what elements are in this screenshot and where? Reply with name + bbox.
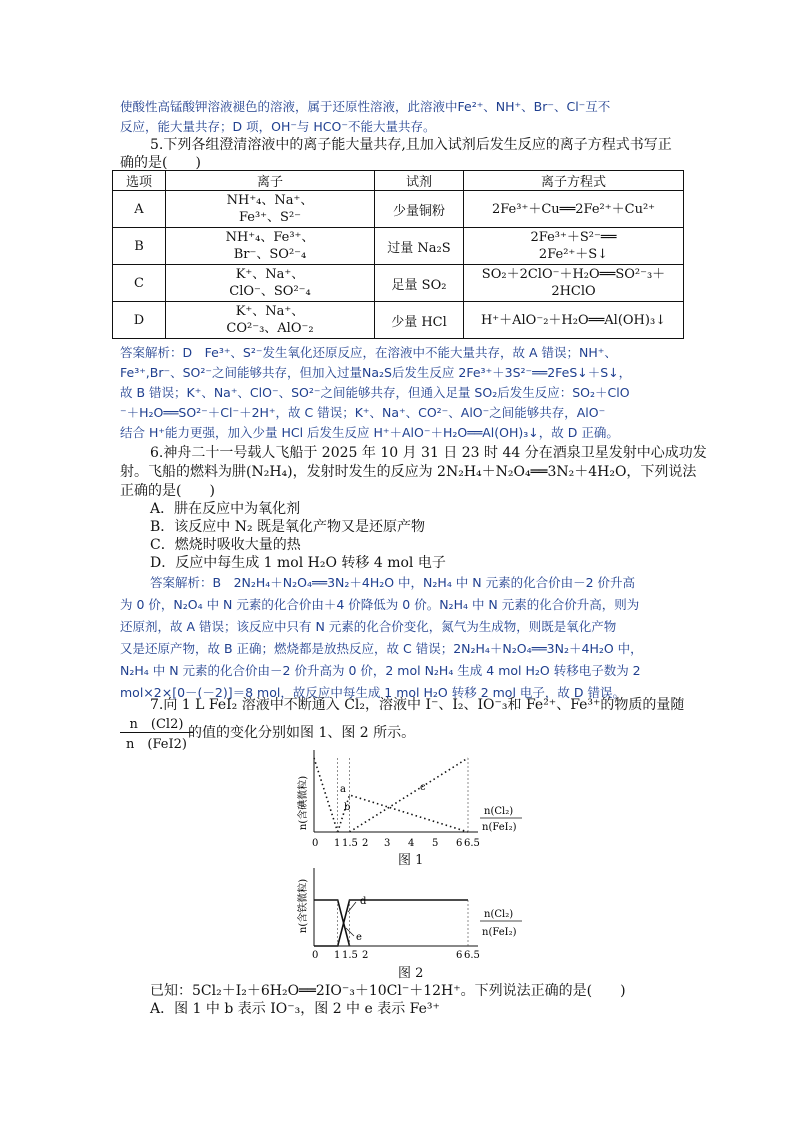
series-line-a <box>314 758 338 832</box>
x-tick: 1.5 <box>342 838 358 849</box>
x-tick: 2 <box>362 950 369 960</box>
figure1-series-group <box>314 758 468 832</box>
figure2-caption: 图 2 <box>398 966 424 981</box>
row-reagent: 过量 Na₂S <box>375 228 464 265</box>
answer5-line2: Fe³⁺,Br⁻、SO²⁻之间能够共存，但加入过量Na₂S后发生反应 2Fe³⁺＋3S²⁻══2FeS↓＋S↓， <box>120 365 632 380</box>
fraction-numerator: n (Cl2) <box>120 713 193 733</box>
answer6-line4: 又是还原产物，故 B 正确；燃烧都是放热反应，故 C 错误；2N₂H₄＋N₂O₄══3N₂＋4H₂O 中， <box>120 641 643 656</box>
equation-line: 2HClO <box>551 284 596 299</box>
question7-text: 7.向 1 L FeI₂ 溶液中不断通入 Cl₂，溶液中 I⁻、I₂、IO⁻₃和 Fe²⁺、Fe³⁺的物质的量随 <box>150 697 685 713</box>
answer-continuation-line1: 使酸性高锰酸钾溶液褪色的溶液，属于还原性溶液，此溶液中Fe²⁺、NH⁺、Br⁻、Cl⁻互不 <box>120 99 611 114</box>
ions-line: ClO⁻、SO²⁻₄ <box>229 284 311 299</box>
series-label-b: b <box>344 802 351 813</box>
row-ions <box>166 191 375 228</box>
series-label-d: d <box>360 896 367 907</box>
x-tick: 6 <box>456 838 463 849</box>
series-label-c: c <box>420 782 426 793</box>
question7-known: 已知：5Cl₂＋I₂＋6H₂O══2IO⁻₃＋10Cl⁻＋12H⁺。下列说法正确的是( ) <box>150 983 626 999</box>
header-reagent: 试剂 <box>375 171 464 191</box>
answer6-line6: mol×2×[0－(－2)]＝8 mol，故反应中每生成 1 mol H₂O 转移 2 mol 电子，故 D 错误。 <box>120 685 625 700</box>
ratio-fraction <box>120 713 193 752</box>
row-reagent: 足量 SO₂ <box>375 265 464 302</box>
question6-option-b: B．该反应中 N₂ 既是氧化产物又是还原产物 <box>150 519 426 535</box>
row-option: A <box>113 191 166 228</box>
figure2-series-group <box>314 900 468 946</box>
row-ions <box>166 265 375 302</box>
table-header-row <box>113 171 684 191</box>
series-label-e: e <box>356 932 362 943</box>
question7-text-cont: 的值的变化分别如图 1、图 2 所示。 <box>188 725 416 741</box>
x-tick: 6 <box>456 950 463 960</box>
ions-line: K⁺、Na⁺、 <box>235 304 305 319</box>
legend-denominator: n(FeI₂) <box>482 822 517 833</box>
x-tick: 3 <box>384 838 391 849</box>
equation-line: 2Fe²⁺＋S↓ <box>538 247 609 262</box>
row-option: D <box>113 302 166 339</box>
table-row <box>113 228 684 265</box>
row-equation <box>464 191 684 228</box>
answer-continuation-line2: 反应，能大量共存；D 项，OH⁻与 HCO⁻不能大量共存。 <box>120 119 436 134</box>
question6-text: 6.神舟二十一号载人飞船于 2025 年 10 月 31 日 23 时 44 分在酒泉卫星发射中心成功发 <box>150 445 707 461</box>
answer5-line1: 答案解析：D Fe³⁺、S²⁻发生氧化还原反应，在溶液中不能大量共存，故 A 错误；NH⁺、 <box>120 345 617 360</box>
answer6-line2: 为 0 价，N₂O₄ 中 N 元素的化合价由＋4 价降低为 0 价。N₂H₄ 中 N 元素的化合价升高，则为 <box>120 597 640 612</box>
series-label-a: a <box>340 784 346 795</box>
x-tick: 4 <box>408 838 415 849</box>
x-tick: 1.5 <box>342 950 358 960</box>
ions-line: K⁺、Na⁺、 <box>235 267 305 282</box>
question5-text-cont: 确的是( ) <box>120 155 201 171</box>
series-line-c <box>350 758 468 832</box>
x-tick: 2 <box>362 838 369 849</box>
legend-numerator: n(Cl₂) <box>484 909 514 920</box>
row-equation <box>464 302 684 339</box>
ions-line: Br⁻、SO²⁻₄ <box>233 247 307 262</box>
legend-numerator: n(Cl₂) <box>484 806 514 817</box>
figure2-chart <box>296 866 526 960</box>
equation-line: SO₂＋2ClO⁻＋H₂O══SO²⁻₃＋ <box>481 267 666 282</box>
row-ions <box>166 302 375 339</box>
answer6-line3: 还原剂，故 A 错误；该反应中只有 N 元素的化合价变化，氮气为生成物，则既是氧化产物 <box>120 619 617 634</box>
figure2-y-label: n(含铁微粒) <box>298 878 309 934</box>
header-equation: 离子方程式 <box>464 171 684 191</box>
x-tick: 0 <box>312 838 319 849</box>
row-option: B <box>113 228 166 265</box>
figure1-chart <box>296 748 526 864</box>
x-tick: 5 <box>432 838 439 849</box>
header-ions: 离子 <box>166 171 375 191</box>
series-line-e <box>314 900 350 946</box>
ions-line: CO²⁻₃、AlO⁻₂ <box>226 321 314 336</box>
equation-line: H⁺＋AlO⁻₂＋H₂O══Al(OH)₃↓ <box>480 312 667 328</box>
question5-text: 5.下列各组澄清溶液中的离子能大量共存,且加入试剂后发生反应的离子方程式书写正 <box>150 137 672 153</box>
x-tick: 1 <box>334 838 341 849</box>
ions-line: Fe³⁺、S²⁻ <box>238 210 302 225</box>
row-reagent: 少量 HCl <box>375 302 464 339</box>
ions-line: NH⁺₄、Na⁺、 <box>226 193 314 208</box>
legend-denominator: n(FeI₂) <box>482 927 517 938</box>
figure1-y-label: n(含碘微粒) <box>298 775 309 831</box>
row-option: C <box>113 265 166 302</box>
equation-line: 2Fe³⁺＋Cu══2Fe²⁺＋Cu²⁺ <box>491 201 656 217</box>
answer5-line4: ⁻＋H₂O══SO²⁻＋Cl⁻＋2H⁺，故 C 错误；K⁺、Na⁺、CO²⁻、AlO⁻之间能够共存，AlO⁻ <box>120 405 606 420</box>
question6-option-c: C．燃烧时吸收大量的热 <box>150 537 301 553</box>
answer5-line3: 故 B 错误；K⁺、Na⁺、ClO⁻、SO²⁻之间能够共存，但通入足量 SO₂后发生反应：SO₂＋ClO <box>120 385 630 400</box>
question6-option-d: D．反应中每生成 1 mol H₂O 转移 4 mol 电子 <box>150 555 446 571</box>
x-tick: 0 <box>312 950 319 960</box>
fraction-denominator: n (FeI2) <box>126 737 187 752</box>
header-option: 选项 <box>113 171 166 191</box>
x-tick: 6.5 <box>464 950 480 960</box>
row-equation <box>464 265 684 302</box>
table-row <box>113 265 684 302</box>
figure1-caption: 图 1 <box>398 853 424 868</box>
row-equation <box>464 228 684 265</box>
question6-option-a: A．肼在反应中为氧化剂 <box>150 501 301 517</box>
question5-table <box>112 170 684 339</box>
answer6-line5: N₂H₄ 中 N 元素的化合价由－2 价升高为 0 价，2 mol N₂H₄ 生成 4 mol H₂O 转移电子数为 2 <box>120 663 641 678</box>
answer5-line5: 结合 H⁺能力更强，加入少量 HCl 后发生反应 H⁺＋AlO⁻＋H₂O══Al(OH)₃↓，故 D 正确。 <box>120 425 619 440</box>
series-line-d <box>314 900 468 946</box>
x-tick: 6.5 <box>464 838 480 849</box>
row-ions <box>166 228 375 265</box>
table-row <box>113 302 684 339</box>
equation-line: 2Fe³⁺＋S²⁻══ <box>530 230 617 245</box>
table-row <box>113 191 684 228</box>
question6-text-cont2: 正确的是( ) <box>120 483 215 499</box>
ions-line: NH⁺₄、Fe³⁺、 <box>225 230 315 245</box>
question6-text-cont: 射。飞船的燃料为肼(N₂H₄)，发射时发生的反应为 2N₂H₄＋N₂O₄══3N₂＋4H₂O，下列说法 <box>120 464 697 480</box>
row-reagent: 少量铜粉 <box>375 191 464 228</box>
question7-option-a: A．图 1 中 b 表示 IO⁻₃，图 2 中 e 表示 Fe³⁺ <box>150 1001 440 1017</box>
answer6-line1: 答案解析：B 2N₂H₄＋N₂O₄══3N₂＋4H₂O 中，N₂H₄ 中 N 元素的化合价由－2 价升高 <box>150 575 636 590</box>
x-tick: 1 <box>334 950 341 960</box>
